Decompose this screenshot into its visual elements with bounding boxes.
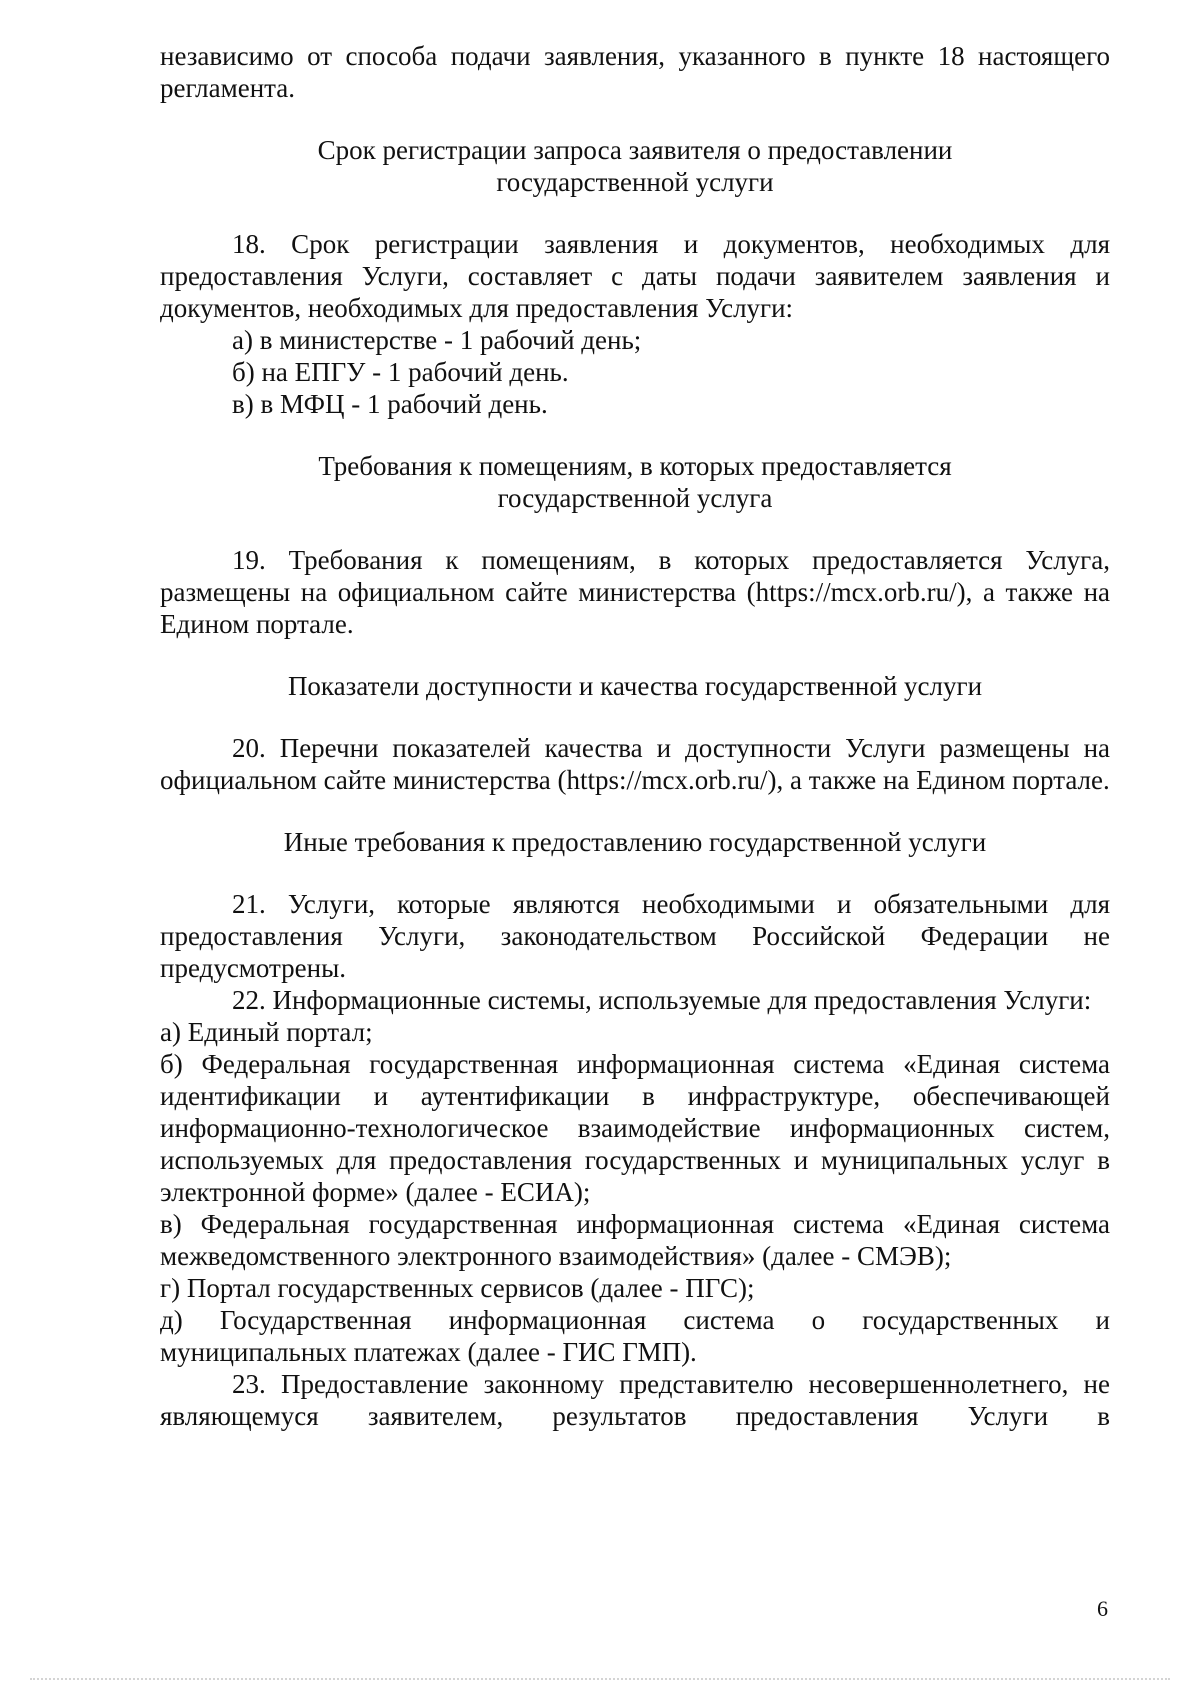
section-heading-other: Иные требования к предоставлению государственной услуги	[283, 827, 987, 857]
list-item: б) Федеральная государственная информационная система «Единая система идентификации и аутентификации в инфраструктуре, обеспечивающей информационно-технологическое взаимодействие информационных систем, используемых для предоставления государственных и муниципальных услуг в электронной форме» (далее - ЕСИА);	[160, 1049, 1110, 1207]
section-heading-registration	[160, 134, 1110, 198]
scan-artifact-line	[30, 1678, 1170, 1680]
document-body	[160, 40, 1110, 1432]
list-item: д) Государственная информационная система о государственных и муниципальных платежах (далее - ГИС ГМП).	[160, 1305, 1110, 1367]
section-heading-premises	[160, 450, 1110, 514]
paragraph-23: 23. Предоставление законному представителю несовершеннолетнего, не являющемуся заявителем, результатов предоставления Услуги в	[160, 1369, 1110, 1431]
continuation-paragraph: независимо от способа подачи заявления, указанного в пункте 18 настоящего регламента.	[160, 41, 1110, 103]
list-item: г) Портал государственных сервисов (далее - ПГС);	[160, 1273, 755, 1303]
list-item: в) Федеральная государственная информационная система «Единая система межведомственного электронного взаимодействия» (далее - СМЭВ);	[160, 1209, 1110, 1271]
heading-line: государственной услуги	[496, 167, 774, 197]
section-heading-quality: Показатели доступности и качества государственной услуги	[287, 671, 983, 701]
paragraph-20: 20. Перечни показателей качества и доступности Услуги размещены на официальном сайте министерства (https://mcx.orb.ru/), а также на Едином портале.	[160, 733, 1110, 795]
list-item: а) в министерстве - 1 рабочий день;	[232, 325, 642, 355]
heading-line: Срок регистрации запроса заявителя о предоставлении	[317, 135, 953, 165]
paragraph-21: 21. Услуги, которые являются необходимыми и обязательными для предоставления Услуги, законодательством Российской Федерации не предусмотрены.	[160, 889, 1110, 983]
paragraph-19: 19. Требования к помещениям, в которых предоставляется Услуга, размещены на официальном сайте министерства (https://mcx.orb.ru/), а также на Едином портале.	[160, 545, 1110, 639]
heading-line: государственной услуга	[497, 483, 773, 513]
list-item: в) в МФЦ - 1 рабочий день.	[232, 389, 548, 419]
paragraph-18: 18. Срок регистрации заявления и документов, необходимых для предоставления Услуги, составляет с даты подачи заявителем заявления и документов, необходимых для предоставления Услуги:	[160, 229, 1110, 323]
list-item: б) на ЕПГУ - 1 рабочий день.	[232, 357, 569, 387]
list-item: а) Единый портал;	[160, 1017, 373, 1047]
heading-line: Требования к помещениям, в которых предоставляется	[318, 451, 952, 481]
paragraph-22: 22. Информационные системы, используемые для предоставления Услуги:	[232, 985, 1092, 1015]
page-number: 6	[1097, 1596, 1108, 1621]
